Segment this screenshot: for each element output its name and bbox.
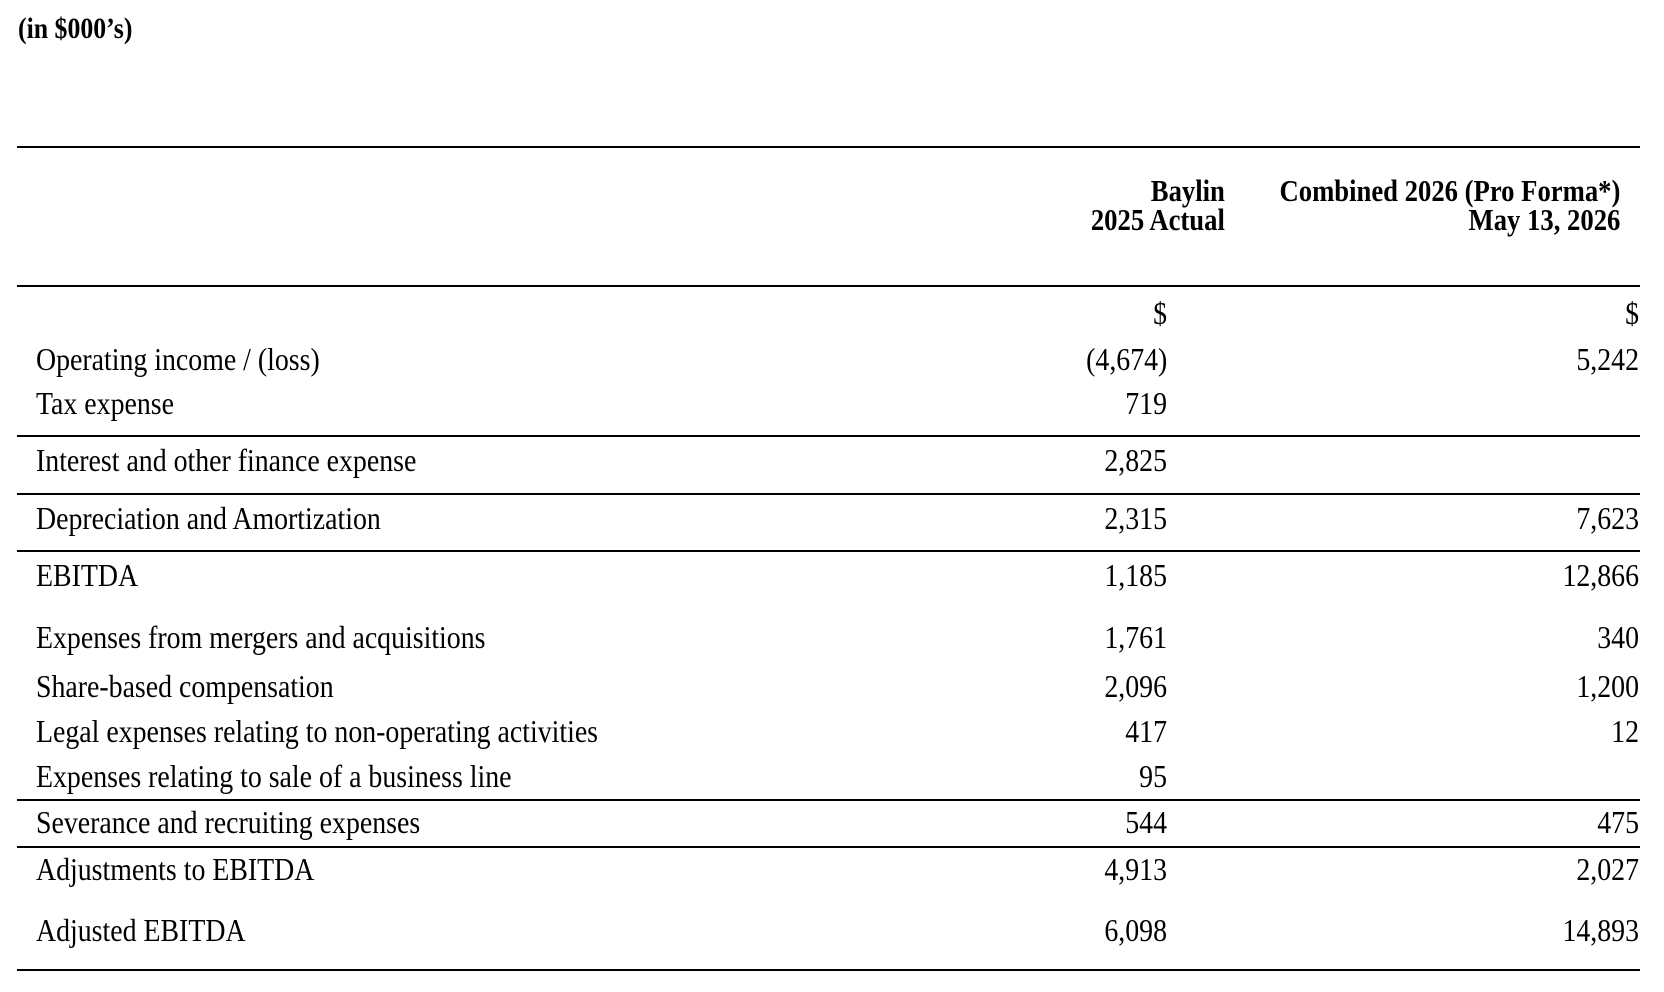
row-value-col2: 12: [1611, 713, 1639, 749]
row-label: Tax expense: [36, 385, 174, 421]
row-value-col1: 95: [1139, 758, 1167, 794]
row-value-col1: 719: [1125, 385, 1167, 421]
row-value-col2: 5,242: [1576, 341, 1639, 377]
column-header-combined-line1: Combined 2026 (Pro Forma*): [1279, 173, 1620, 208]
row-value-col1: 544: [1125, 804, 1167, 840]
currency-symbol-col1: $: [1153, 295, 1167, 331]
row-value-col1: 1,185: [1104, 557, 1167, 593]
row-divider: [17, 493, 1640, 495]
row-value-col2: 475: [1597, 804, 1639, 840]
row-value-col1: 1,761: [1104, 619, 1167, 655]
row-value-col1: 2,096: [1104, 668, 1167, 704]
row-label: Adjustments to EBITDA: [36, 851, 315, 887]
row-value-col1: 417: [1125, 713, 1167, 749]
column-header-baylin-line1: Baylin: [1150, 173, 1225, 208]
table-bottom-rule: [17, 969, 1640, 971]
row-value-col1: (4,674): [1085, 341, 1167, 377]
row-label: Expenses relating to sale of a business line: [36, 758, 512, 794]
column-header-combined-line2: May 13, 2026: [1468, 202, 1620, 237]
row-label: Share-based compensation: [36, 668, 334, 704]
row-label: Expenses from mergers and acquisitions: [36, 619, 486, 655]
row-value-col2: 340: [1597, 619, 1639, 655]
column-header-baylin: [1090, 173, 1225, 237]
row-value-col1: 6,098: [1104, 912, 1167, 948]
row-label: Interest and other finance expense: [36, 442, 417, 478]
row-value-col2: 2,027: [1576, 851, 1639, 887]
row-value-col2: 7,623: [1576, 500, 1639, 536]
table-top-rule: [17, 146, 1640, 148]
units-note: (in $000’s): [18, 12, 133, 45]
row-label: Legal expenses relating to non-operating activities: [36, 713, 599, 749]
column-header-baylin-line2: 2025 Actual: [1090, 202, 1225, 237]
row-value-col2: 1,200: [1576, 668, 1639, 704]
row-value-col2: 12,866: [1562, 557, 1639, 593]
header-bottom-rule: [17, 285, 1640, 287]
row-label: Adjusted EBITDA: [36, 912, 246, 948]
row-label: EBITDA: [36, 557, 139, 593]
row-divider: [17, 550, 1640, 552]
row-value-col1: 4,913: [1104, 851, 1167, 887]
row-value-col1: 2,315: [1104, 500, 1167, 536]
row-label: Operating income / (loss): [36, 341, 320, 377]
row-value-col2: 14,893: [1562, 912, 1639, 948]
row-value-col1: 2,825: [1104, 442, 1167, 478]
row-divider: [17, 846, 1640, 848]
row-label: Depreciation and Amortization: [36, 500, 381, 536]
row-divider: [17, 435, 1640, 437]
column-header-combined: [1279, 173, 1620, 237]
row-divider: [17, 799, 1640, 801]
currency-symbol-col2: $: [1625, 295, 1639, 331]
row-label: Severance and recruiting expenses: [36, 804, 421, 840]
